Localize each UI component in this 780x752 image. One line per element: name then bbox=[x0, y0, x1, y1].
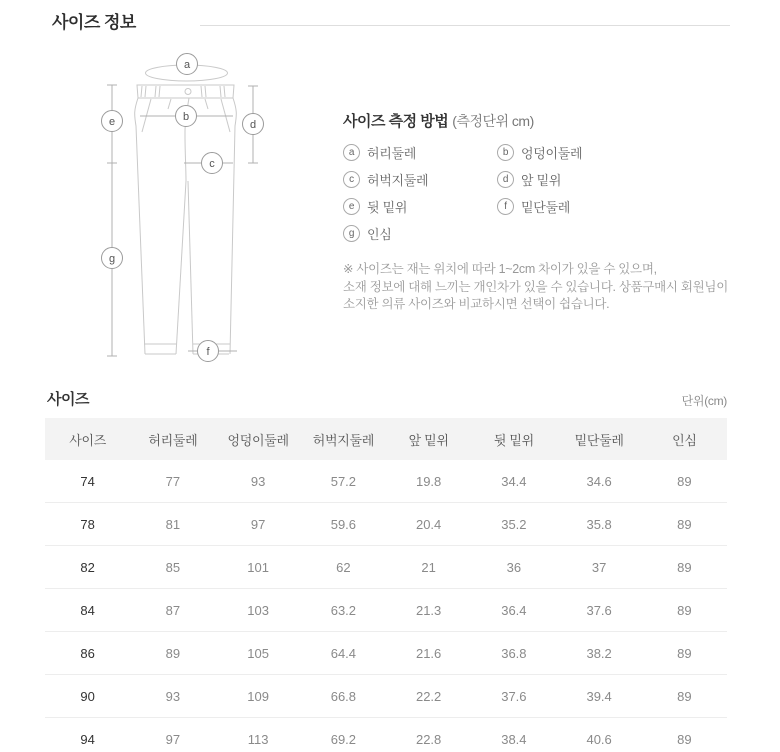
table-cell: 34.6 bbox=[557, 460, 642, 503]
measure-label: 엉덩이둘레 bbox=[521, 146, 583, 161]
marker-d: d bbox=[249, 119, 257, 131]
note-line: ※ 사이즈는 재는 위치에 따라 1~2cm 차이가 있을 수 있으며, bbox=[343, 262, 657, 276]
measure-label: 허리둘레 bbox=[367, 146, 417, 161]
table-cell: 81 bbox=[130, 503, 215, 546]
table-cell: 103 bbox=[216, 589, 301, 632]
table-row bbox=[45, 546, 727, 589]
measurement-list bbox=[343, 143, 748, 243]
table-row bbox=[45, 675, 727, 718]
table-cell: 22.2 bbox=[386, 675, 471, 718]
measurement-item bbox=[343, 197, 497, 216]
measurement-item bbox=[343, 170, 497, 189]
table-cell: 109 bbox=[216, 675, 301, 718]
measurement-item bbox=[343, 224, 497, 243]
measurement-guide-title bbox=[343, 110, 748, 131]
table-cell: 69.2 bbox=[301, 718, 386, 752]
table-cell: 78 bbox=[45, 503, 130, 546]
table-cell: 20.4 bbox=[386, 503, 471, 546]
table-cell: 59.6 bbox=[301, 503, 386, 546]
measure-key-badge: c bbox=[343, 171, 360, 188]
table-cell: 82 bbox=[45, 546, 130, 589]
table-cell: 90 bbox=[45, 675, 130, 718]
column-header: 인심 bbox=[642, 418, 727, 460]
marker-c: c bbox=[209, 158, 215, 170]
measurement-guide-title-text: 사이즈 측정 방법 bbox=[343, 113, 449, 130]
table-cell: 87 bbox=[130, 589, 215, 632]
table-cell: 101 bbox=[216, 546, 301, 589]
table-cell: 36.4 bbox=[471, 589, 556, 632]
size-table-header-row bbox=[45, 418, 727, 460]
table-cell: 37.6 bbox=[471, 675, 556, 718]
marker-b: b bbox=[182, 111, 190, 123]
table-cell: 39.4 bbox=[557, 675, 642, 718]
table-cell: 34.4 bbox=[471, 460, 556, 503]
table-cell: 36 bbox=[471, 546, 556, 589]
table-cell: 57.2 bbox=[301, 460, 386, 503]
measure-key-badge: e bbox=[343, 198, 360, 215]
table-cell: 63.2 bbox=[301, 589, 386, 632]
marker-e: e bbox=[108, 116, 116, 128]
measurement-guide-section bbox=[343, 110, 748, 314]
measure-label: 뒷 밑위 bbox=[367, 200, 408, 215]
table-cell: 84 bbox=[45, 589, 130, 632]
column-header: 뒷 밑위 bbox=[471, 418, 556, 460]
table-row bbox=[45, 632, 727, 675]
measure-label: 인심 bbox=[367, 227, 392, 242]
measurement-item bbox=[497, 143, 748, 162]
measurement-item bbox=[343, 143, 497, 162]
table-cell: 93 bbox=[130, 675, 215, 718]
table-cell: 38.2 bbox=[557, 632, 642, 675]
size-table-title: 사이즈 bbox=[47, 391, 89, 408]
table-cell: 21.6 bbox=[386, 632, 471, 675]
table-row bbox=[45, 718, 727, 752]
table-cell: 40.6 bbox=[557, 718, 642, 752]
table-cell: 113 bbox=[216, 718, 301, 752]
table-cell: 36.8 bbox=[471, 632, 556, 675]
table-cell: 93 bbox=[216, 460, 301, 503]
pants-measurement-diagram bbox=[85, 48, 315, 373]
table-cell: 66.8 bbox=[301, 675, 386, 718]
size-note bbox=[343, 261, 748, 314]
table-cell: 89 bbox=[642, 546, 727, 589]
measurement-markers bbox=[102, 54, 264, 362]
table-cell: 94 bbox=[45, 718, 130, 752]
table-cell: 64.4 bbox=[301, 632, 386, 675]
measure-key-badge: b bbox=[497, 144, 514, 161]
measurement-item bbox=[497, 197, 748, 216]
page-title: 사이즈 정보 bbox=[52, 13, 136, 32]
table-cell: 37 bbox=[557, 546, 642, 589]
table-cell: 89 bbox=[642, 675, 727, 718]
table-cell: 85 bbox=[130, 546, 215, 589]
measure-key-badge: f bbox=[497, 198, 514, 215]
table-cell: 97 bbox=[216, 503, 301, 546]
table-cell: 97 bbox=[130, 718, 215, 752]
marker-g: g bbox=[108, 253, 116, 265]
table-cell: 37.6 bbox=[557, 589, 642, 632]
table-cell: 89 bbox=[642, 718, 727, 752]
table-row bbox=[45, 460, 727, 503]
note-line: 소지한 의류 사이즈와 비교하시면 선택이 쉽습니다. bbox=[343, 297, 610, 311]
table-cell: 89 bbox=[642, 589, 727, 632]
measure-key-badge: a bbox=[343, 144, 360, 161]
table-cell: 21.3 bbox=[386, 589, 471, 632]
measure-key-badge: d bbox=[497, 171, 514, 188]
table-cell: 21 bbox=[386, 546, 471, 589]
column-header: 허벅지둘레 bbox=[301, 418, 386, 460]
table-cell: 35.8 bbox=[557, 503, 642, 546]
table-cell: 22.8 bbox=[386, 718, 471, 752]
measure-label: 앞 밑위 bbox=[521, 173, 562, 188]
column-header: 사이즈 bbox=[45, 418, 130, 460]
table-cell: 89 bbox=[130, 632, 215, 675]
table-cell: 62 bbox=[301, 546, 386, 589]
column-header: 밑단둘레 bbox=[557, 418, 642, 460]
marker-f: f bbox=[206, 346, 210, 358]
size-table-body bbox=[45, 460, 727, 752]
table-cell: 105 bbox=[216, 632, 301, 675]
table-cell: 35.2 bbox=[471, 503, 556, 546]
measure-key-badge: g bbox=[343, 225, 360, 242]
column-header: 엉덩이둘레 bbox=[216, 418, 301, 460]
table-cell: 77 bbox=[130, 460, 215, 503]
measurement-item bbox=[497, 170, 748, 189]
table-row bbox=[45, 589, 727, 632]
measure-label: 허벅지둘레 bbox=[367, 173, 429, 188]
table-cell: 89 bbox=[642, 503, 727, 546]
marker-a: a bbox=[183, 59, 191, 71]
column-header: 앞 밑위 bbox=[386, 418, 471, 460]
measurement-unit-note: (측정단위 cm) bbox=[452, 113, 534, 129]
measure-label: 밑단둘레 bbox=[521, 200, 571, 215]
table-cell: 86 bbox=[45, 632, 130, 675]
title-divider bbox=[200, 25, 730, 26]
table-cell: 89 bbox=[642, 632, 727, 675]
table-row bbox=[45, 503, 727, 546]
size-table-unit: 단위(cm) bbox=[681, 394, 727, 408]
note-line: 소재 정보에 대해 느끼는 개인차가 있을 수 있습니다. 상품구매시 회원님이 bbox=[343, 279, 728, 294]
table-cell: 19.8 bbox=[386, 460, 471, 503]
table-cell: 38.4 bbox=[471, 718, 556, 752]
table-cell: 89 bbox=[642, 460, 727, 503]
size-table bbox=[45, 418, 727, 752]
column-header: 허리둘레 bbox=[130, 418, 215, 460]
table-cell: 74 bbox=[45, 460, 130, 503]
